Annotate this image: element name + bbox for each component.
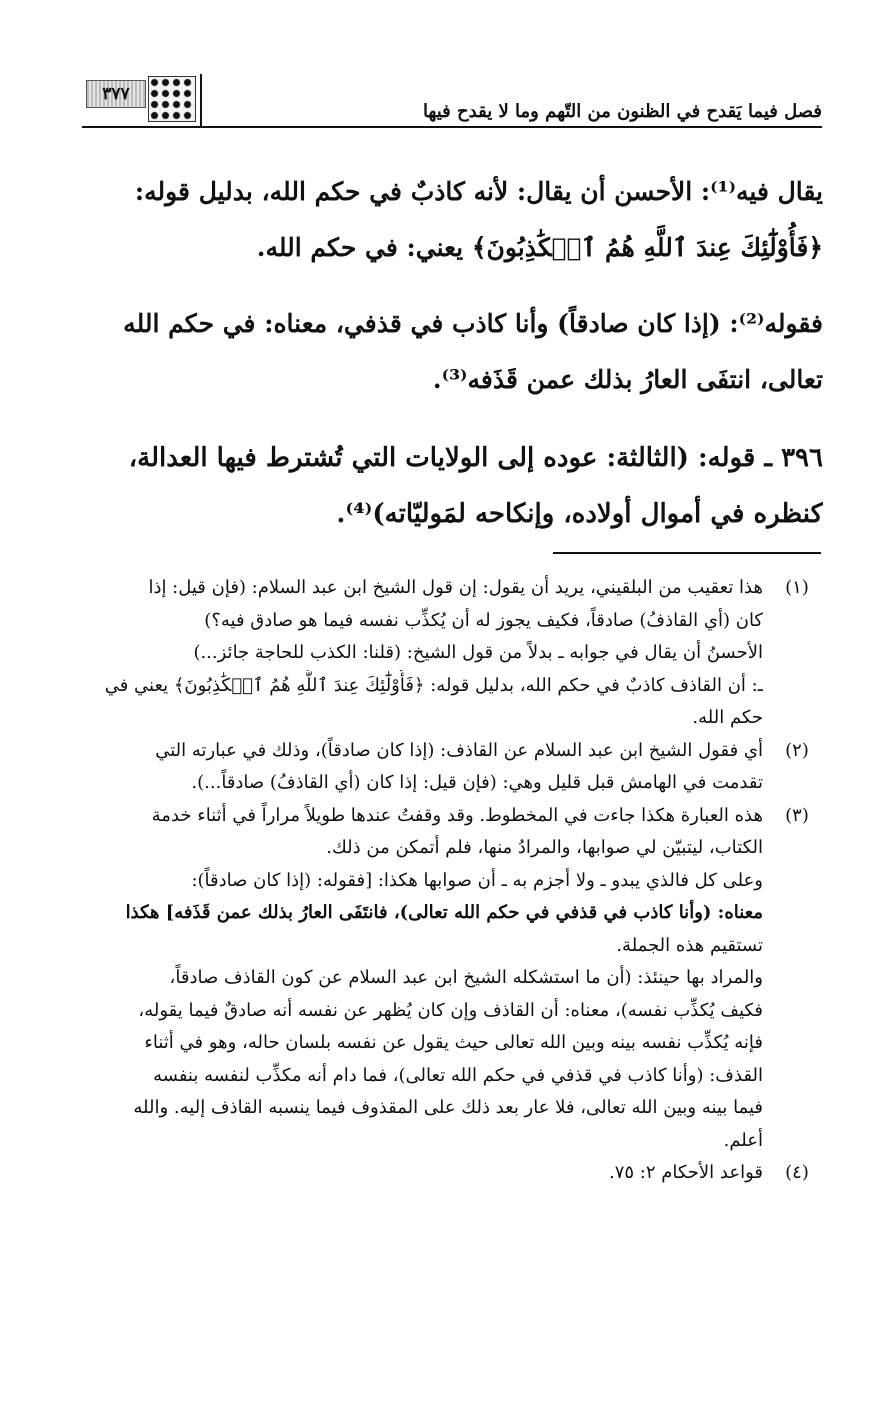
footnote (61, 800, 821, 1158)
body-line: يقال فيه⁽¹⁾: الأحسن أن يقال: لأنه كاذبٌ في حكم الله، بدليل قوله: (134, 177, 823, 206)
footnote-line: وعلى كل فالذي يبدو ـ ولا أجزم به ـ أن صوابها هكذا: [فقوله: (إذا كان صادقاً): (191, 869, 763, 891)
footnote-line: أعلم. (723, 1129, 763, 1151)
footnote (61, 1157, 821, 1190)
body-paragraph-3 (63, 430, 823, 542)
footnote-number: (٢) (785, 739, 809, 761)
footnote-number: (٣) (785, 804, 809, 826)
page-number-box (82, 74, 202, 126)
footnote (61, 735, 821, 800)
footnote-line: القذف: (وأنا كاذب في قذفي في حكم الله تعالى)، فما دام أنه مكذِّب لنفسه بنفسه (153, 1064, 763, 1086)
footnotes (61, 572, 821, 1190)
footnote-line: ـ: أن القاذف كاذبٌ في حكم الله، بدليل قوله: ﴿فَأُوْلَٰٓئِكَ عِندَ ٱللَّهِ هُمُ ٱلۡكَٰذِبُونَ﴾ يعني في (104, 674, 763, 696)
footnote-line: هذه العبارة هكذا جاءت في المخطوط. وقد وقفتُ عندها طويلاً مراراً في أثناء خدمة (151, 804, 763, 826)
footnote-line: الكتاب، ليتبيّن لي صوابها، والمرادُ منها، فلم أتمكن من ذلك. (326, 837, 763, 858)
ornament-icon (148, 76, 196, 122)
header-rule (82, 126, 822, 128)
footnote-line: كان (أي القاذفُ) صادقاً، فكيف يجوز له أن يُكذِّب نفسه فيما هو صادق فيه؟) (204, 609, 763, 631)
footnote-line: والمراد بها حينئذ: (أن ما استشكله الشيخ ابن عبد السلام عن كون القاذف صادقاً، (169, 967, 763, 988)
footnote-line: تستقيم هذه الجملة. (616, 934, 763, 956)
running-header (82, 70, 822, 128)
body-paragraph-2 (63, 296, 823, 408)
footnote-line: حكم الله. (692, 707, 763, 728)
footnote-line: هذا تعقيب من البلقيني، يريد أن يقول: إن قول الشيخ ابن عبد السلام: (فإن قيل: إذا (148, 577, 763, 598)
page-number: ٣٧٧ (86, 80, 146, 108)
body-paragraph-1 (63, 164, 823, 276)
footnote-line: أي فقول الشيخ ابن عبد السلام عن القاذف: (إذا كان صادقاً)، وذلك في عبارته التي (155, 739, 763, 761)
footnote-line: قواعد الأحكام ٢: ٧٥. (608, 1162, 763, 1183)
footnote-number: (٤) (785, 1162, 809, 1183)
footnote-line: فيما بينه وبين الله تعالى، فلا عار بعد ذلك على المقذوف فيما ينسبه القاذف إليه. والله (133, 1097, 763, 1118)
chapter-title: فصل فيما يَقدح في الظنون من التّهم وما لا يقدح فيها (422, 101, 822, 122)
footnote-line: تقدمت في الهامش قبل قليل وهي: (فإن قيل: إذا كان (أي القاذفُ) صادقاً...). (191, 772, 763, 793)
footnote-line: الأحسنُ أن يقال في جوابه ـ بدلاً من قول الشيخ: (قلنا: الكذب للحاجة جائز...) (193, 642, 763, 663)
footnote-line: معناه: (وأنا كاذب في قذفي في حكم الله تعالى)، فانتَفَى العارُ بذلك عمن قَذَفه] هكذا (125, 902, 763, 923)
body-line: فقوله⁽²⁾: (إذا كان صادقاً) وأنا كاذب في قذفي، معناه: في حكم الله (123, 309, 823, 338)
footnote-line: فإنه يُكذِّب نفسه بينه وبين الله تعالى حيث يقول عن نفسه بلسان حاله، وهو في أثناء (144, 1032, 763, 1053)
body-line: كنظره في أموال أولاده، وإنكاحه لمَوليّاته)⁽⁴⁾. (336, 499, 823, 529)
body-line: ٣٩٦ ـ قوله: (الثالثة: عوده إلى الولايات التي تُشترط فيها العدالة، (128, 443, 823, 473)
footnote (61, 572, 821, 735)
body-line: ﴿فَأُوْلَٰٓئِكَ عِندَ ٱللَّهِ هُمُ ٱلۡكَٰذِبُونَ﴾ يعني: في حكم الله. (256, 233, 823, 262)
body-line: تعالى، انتفَى العارُ بذلك عمن قَذَفه⁽³⁾. (432, 365, 823, 394)
footnote-number: (١) (785, 577, 809, 598)
footnote-separator (553, 552, 821, 554)
footnote-line: فكيف يُكذِّب نفسه)، معناه: أن القاذف وإن كان يُظهر عن نفسه أنه صادقٌ فيما يقوله، (138, 999, 763, 1021)
